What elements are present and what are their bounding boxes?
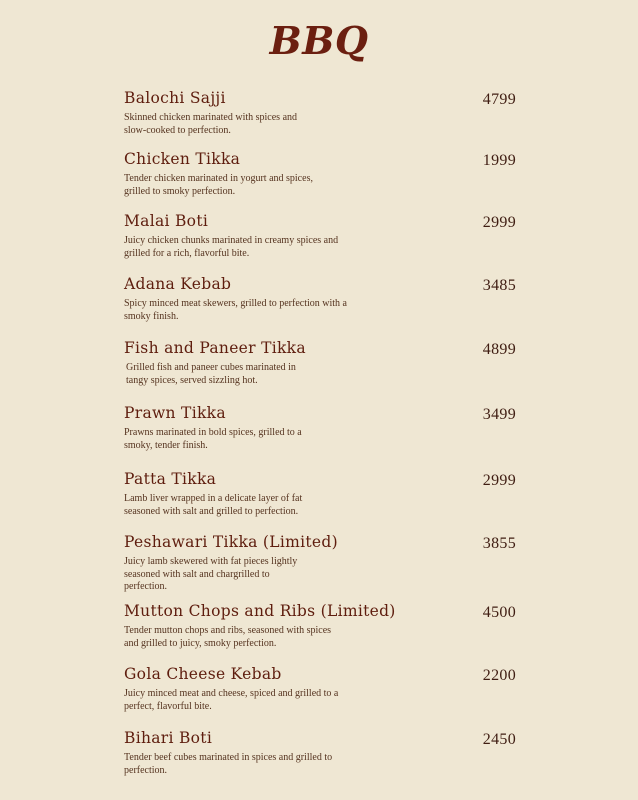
item-description: Tender mutton chops and ribs, seasoned with spices and grilled to juicy, smoky perfection.	[124, 625, 332, 649]
item-price: 3499	[482, 406, 516, 423]
item-description: Juicy minced meat and cheese, spiced and grilled to a perfect, flavorful bite.	[124, 688, 339, 712]
menu-item	[124, 212, 516, 260]
menu-item	[124, 404, 516, 452]
item-price: 2200	[482, 667, 516, 684]
item-name: Adana Kebab	[124, 275, 232, 293]
menu-item	[124, 665, 516, 713]
item-description: Prawns marinated in bold spices, grilled to a smoky, tender finish.	[124, 427, 302, 451]
page-title: BBQ	[269, 18, 369, 63]
item-description: Lamb liver wrapped in a delicate layer of fat seasoned with salt and grilled to perfection.	[124, 493, 303, 517]
item-name: Mutton Chops and Ribs (Limited)	[124, 602, 396, 620]
item-description: Tender beef cubes marinated in spices and grilled to perfection.	[124, 752, 333, 776]
item-price: 4500	[482, 604, 516, 621]
item-description: Grilled fish and paneer cubes marinated in tangy spices, served sizzling hot.	[126, 362, 296, 386]
item-name: Peshawari Tikka (Limited)	[124, 533, 338, 551]
item-name: Prawn Tikka	[124, 404, 226, 422]
item-price: 2999	[482, 214, 516, 231]
menu-item	[124, 470, 516, 518]
menu-item	[124, 602, 516, 650]
menu-item	[124, 89, 516, 137]
menu-item	[124, 150, 516, 198]
item-price: 2999	[482, 472, 516, 489]
item-name: Gola Cheese Kebab	[124, 665, 282, 683]
item-price: 3855	[482, 535, 516, 552]
item-description: Skinned chicken marinated with spices and slow-cooked to perfection.	[124, 112, 298, 136]
item-name: Bihari Boti	[124, 729, 213, 747]
item-price: 1999	[482, 152, 516, 169]
item-name: Balochi Sajji	[124, 89, 226, 107]
item-price: 2450	[482, 731, 516, 748]
item-price: 4799	[482, 91, 516, 108]
item-name: Fish and Paneer Tikka	[124, 339, 306, 357]
menu-item	[124, 275, 516, 323]
menu-item	[124, 729, 516, 777]
item-price: 4899	[482, 341, 516, 358]
menu-item	[124, 339, 516, 387]
item-description: Juicy chicken chunks marinated in creamy spices and grilled for a rich, flavorful bite.	[124, 235, 339, 259]
item-name: Patta Tikka	[124, 470, 217, 488]
item-name: Chicken Tikka	[124, 150, 241, 168]
item-name: Malai Boti	[124, 212, 209, 230]
item-description: Spicy minced meat skewers, grilled to perfection with a smoky finish.	[124, 298, 347, 322]
item-description: Juicy lamb skewered with fat pieces lightly seasoned with salt and chargrilled to perfection.	[124, 556, 298, 592]
menu-item	[124, 533, 516, 594]
item-description: Tender chicken marinated in yogurt and spices, grilled to smoky perfection.	[124, 173, 313, 197]
item-price: 3485	[482, 277, 516, 294]
